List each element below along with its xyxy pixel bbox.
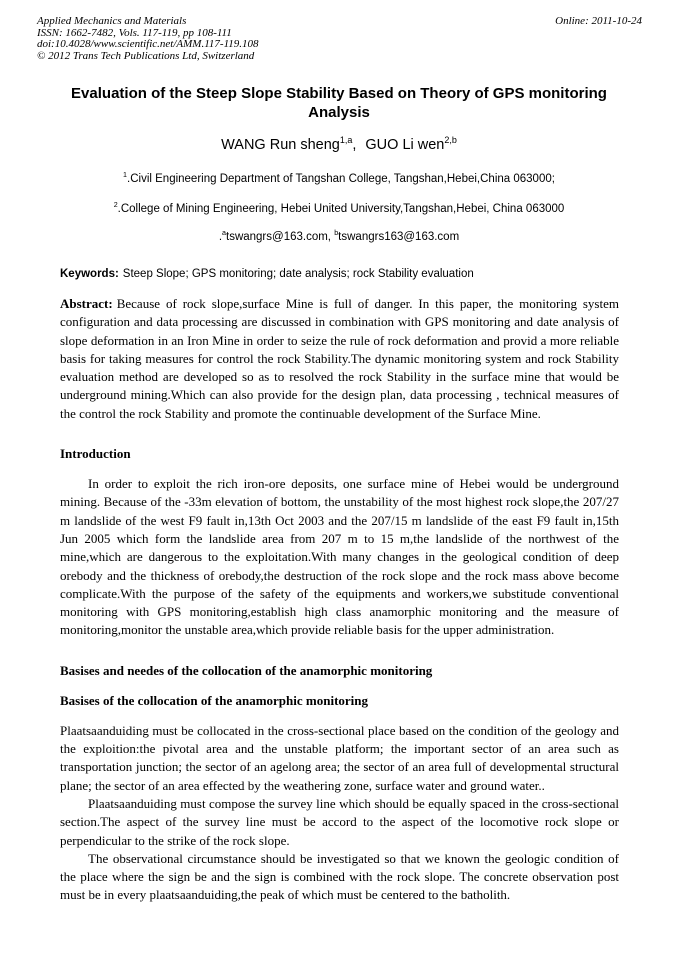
- abstract-label: Abstract:: [60, 296, 113, 311]
- keywords-label: Keywords:: [60, 268, 119, 280]
- email-prefix: .: [218, 231, 223, 243]
- body-column: [60, 267, 619, 905]
- affiliation-1-text: .Civil Engineering Department of Tangshan College, Tangshan,Hebei,China 063000;: [127, 173, 555, 185]
- email-line: [0, 231, 678, 244]
- journal-name: Applied Mechanics and Materials: [37, 15, 187, 27]
- affiliation-2-superscript: 2: [113, 201, 118, 210]
- copyright-line: © 2012 Trans Tech Publications Ltd, Switzerland: [37, 49, 255, 62]
- affiliation-1: [0, 173, 678, 186]
- affiliation-2-text: .College of Mining Engineering, Hebei United University,Tangshan,Hebei, China 063000: [117, 203, 565, 215]
- author-2-name: GUO Li wen: [365, 137, 445, 153]
- online-date: Online: 2011-10-24: [555, 15, 642, 27]
- abstract-paragraph: [60, 295, 619, 423]
- keywords-line: [60, 267, 619, 281]
- subsection-heading: Basises of the collocation of the anamorphic monitoring: [60, 692, 369, 708]
- email-b-address: tswangrs163@163.com: [338, 231, 460, 243]
- section-paragraph-1: Plaatsaanduiding must be collocated in the cross-sectional place based on the condition of the geology and the exploition:the pivotal area and the unstable platform; the important sector of an area such as transportation junction; the sector of an agelong area; the sector of an area full of developmental structural plane; the sector of an area effected by the weathering zone, surface water and ground water..: [60, 722, 619, 793]
- paper-title: Evaluation of the Steep Slope Stability Based on Theory of GPS monitoring Analysis: [71, 85, 607, 121]
- abstract-text: Because of rock slope,surface Mine is full of danger. In this paper, the monitoring system configuration and data processing are discussed in combination with GPS monitoring and date analysis of slope deformation in an Iron Mine in order to seize the rule of rock deformation and provid a more reliable basis for taking measures for control the rock Stability.The dynamic monitoring system and rock Stability evaluation method are developed so as to resolved the rock Stability in the surface mine that would be underground mining.Which can also provide for the design plan, data processing , technical measures of the control the rock Stability and promote the continuable development of the Surface Mine.: [60, 296, 619, 421]
- author-1-name: WANG Run sheng: [221, 137, 340, 153]
- keywords-text: Steep Slope; GPS monitoring; date analysis; rock Stability evaluation: [122, 268, 474, 280]
- issn-line: ISSN: 1662-7482, Vols. 117-119, pp 108-111: [37, 26, 232, 39]
- section-heading: Basises and needes of the collocation of the anamorphic monitoring: [60, 662, 433, 678]
- section-paragraph-2: Plaatsaanduiding must compose the survey line which should be equally spaced in the cross-sectional section.The aspect of the survey line must be accord to the aspect of the locomotive rock slope or perpendicular to the strike of the rock slope.: [60, 795, 619, 848]
- journal-header-left: [37, 16, 259, 62]
- author-2-superscript: 2,b: [444, 135, 457, 146]
- introduction-heading: Introduction: [60, 446, 131, 462]
- author-1-superscript: 1,a: [339, 135, 353, 146]
- section-paragraph-3: The observational circumstance should be investigated so that we known the geologic condition of the place where the sign be and the sign is combined with the rock slope. The concrete observation post must be in every plaatsaanduiding,the peak of which must be centered to the batholith.: [60, 850, 619, 903]
- affiliation-2: [0, 203, 678, 216]
- introduction-paragraph: In order to exploit the rich iron-ore deposits, one surface mine of Hebei would be underground mining. Because of the -33m elevation of bottom, the unstability of the most highest rock slope,the 207/27 m landslide of the west F9 fault in,13th Oct 2003 and the 207/15 m landslide of the east F9 fault in,15th Jun 2005 which form the landslide area from 207 m to 15 m,the landslide of the northwest of the mine,which are dangerous to the exploitation.With many changes in the geological condition of deep orebody and the thickness of orebody,the destruction of the rock slope and the rock mass above become complicate.With the purpose of the safety of the equipments and workers,we substitude conventional monitoring with GPS monitoring,establish high class anamorphic monitoring and the measure of monitoring,monitor the unstable area,which provide reliable basis for the upper administration.: [60, 476, 619, 638]
- email-a-address: tswangrs@163.com,: [226, 231, 335, 243]
- journal-header: [0, 0, 678, 62]
- authors-line: [0, 136, 678, 154]
- authors-separator: ,: [352, 137, 357, 153]
- doi-line: doi:10.4028/www.scientific.net/AMM.117-119.108: [37, 38, 259, 50]
- affiliation-1-superscript: 1: [123, 171, 128, 180]
- email-b-superscript: b: [334, 229, 339, 238]
- email-a-superscript: a: [222, 229, 226, 238]
